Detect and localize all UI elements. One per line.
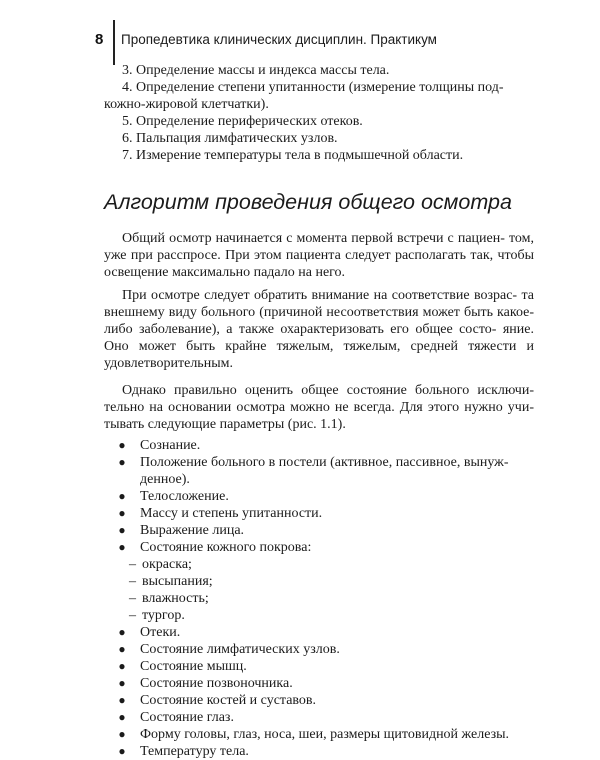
sub-item-text: влажность; [142, 591, 209, 606]
sub-item-text: высыпания; [142, 574, 213, 589]
bullet-item [104, 539, 534, 556]
bullet-text: Температуру тела. [140, 744, 249, 759]
bullet-text [140, 454, 534, 488]
running-header: Пропедевтика клинических дисциплин. Практикум [121, 32, 437, 47]
bullet-text: Отеки. [140, 625, 181, 640]
section-title: Алгоритм проведения общего осмотра [104, 190, 512, 214]
header-divider [113, 20, 115, 65]
numbered-list [104, 62, 534, 164]
bullet-item [104, 709, 534, 726]
parameters-list [104, 437, 534, 760]
bullet-icon: ● [118, 489, 126, 503]
sub-item-text: окраска; [142, 557, 192, 572]
list-item: 7. Измерение температуры тела в подмышечной области. [122, 148, 464, 163]
text-line: та внешнему виду больного (причиной несоответствия может быть [104, 288, 534, 320]
bullet-text: Состояние глаз. [140, 710, 234, 725]
bullet-text: Форму головы, глаз, носа, шеи, размеры щитовидной железы. [140, 727, 510, 742]
text-line: и удовлетворительным. [104, 339, 534, 371]
dash-icon: – [129, 591, 136, 606]
paragraph-observation [104, 287, 534, 372]
bullet-item [104, 505, 534, 522]
bullet-icon: ● [118, 676, 126, 690]
bullet-icon: ● [118, 642, 126, 656]
bullet-text: Сознание. [140, 438, 201, 453]
bullet-icon: ● [118, 710, 126, 724]
list-item-continuation: кожно-жировой клетчатки). [104, 97, 269, 112]
bullet-text: Состояние мышц. [140, 659, 247, 674]
text-line: Однако правильно оценить общее состояние больного исключи- [122, 383, 534, 398]
text-line: какое-либо заболевание), а также охарактеризовать его общее состо- [104, 305, 534, 337]
bullet-icon: ● [118, 523, 126, 537]
bullet-item [104, 641, 534, 658]
bullet-item [104, 454, 534, 488]
sub-item [104, 607, 534, 624]
dash-icon: – [129, 574, 136, 589]
bullet-text: Телосложение. [140, 489, 229, 504]
bullet-icon: ● [118, 540, 126, 554]
bullet-text: Состояние лимфатических узлов. [140, 642, 340, 657]
list-item: 6. Пальпация лимфатических узлов. [122, 131, 338, 146]
bullet-icon: ● [118, 744, 126, 758]
paragraph-parameters [104, 382, 534, 433]
bullet-icon: ● [118, 438, 126, 452]
text-line: яние. Оно может быть крайне тяжелым, тяжелым, средней тяжести [104, 322, 534, 354]
bullet-icon: ● [118, 659, 126, 673]
bullet-item [104, 437, 534, 454]
paragraph-intro [104, 230, 534, 281]
list-item: 4. Определение степени упитанности (измерение толщины под- [122, 80, 504, 95]
sub-item [104, 590, 534, 607]
bullet-icon: ● [118, 693, 126, 707]
sub-item [104, 556, 534, 573]
text-line: Положение больного в постели (активное, пассивное, вынуж- [140, 455, 509, 470]
text-line: тельно на основании осмотра можно не всегда. Для этого нужно учи- [104, 400, 534, 415]
text-line: тывать следующие параметры (рис. 1.1). [104, 417, 346, 432]
bullet-text: Выражение лица. [140, 523, 245, 538]
bullet-item [104, 692, 534, 709]
sub-item [104, 573, 534, 590]
bullet-text: Состояние костей и суставов. [140, 693, 317, 708]
bullet-text: Массу и степень упитанности. [140, 506, 323, 521]
dash-icon: – [129, 557, 136, 572]
list-item: 3. Определение массы и индекса массы тела. [122, 63, 390, 78]
bullet-text: Состояние кожного покрова: [140, 540, 312, 555]
bullet-item [104, 522, 534, 539]
page-number: 8 [95, 31, 104, 48]
bullet-text: Состояние позвоночника. [140, 676, 293, 691]
sub-item-text: тургор. [142, 608, 185, 623]
text-line: чтобы освещение максимально падало на него. [104, 248, 534, 280]
text-line: денное). [140, 472, 190, 487]
bullet-item [104, 488, 534, 505]
dash-icon: – [129, 608, 136, 623]
bullet-icon: ● [118, 625, 126, 639]
bullet-item [104, 624, 534, 641]
page-content [104, 62, 534, 760]
bullet-icon: ● [118, 455, 126, 469]
list-item: 5. Определение периферических отеков. [122, 114, 363, 129]
bullet-icon: ● [118, 506, 126, 520]
bullet-item [104, 675, 534, 692]
text-line: Общий осмотр начинается с момента первой встречи с пациен- [122, 231, 505, 246]
text-line: том, уже при расспросе. При этом пациента следует располагать так, [104, 231, 535, 263]
bullet-icon: ● [118, 727, 126, 741]
text-line: При осмотре следует обратить внимание на соответствие возрас- [122, 288, 518, 303]
bullet-item [104, 726, 534, 743]
bullet-item [104, 743, 534, 760]
bullet-item [104, 658, 534, 675]
